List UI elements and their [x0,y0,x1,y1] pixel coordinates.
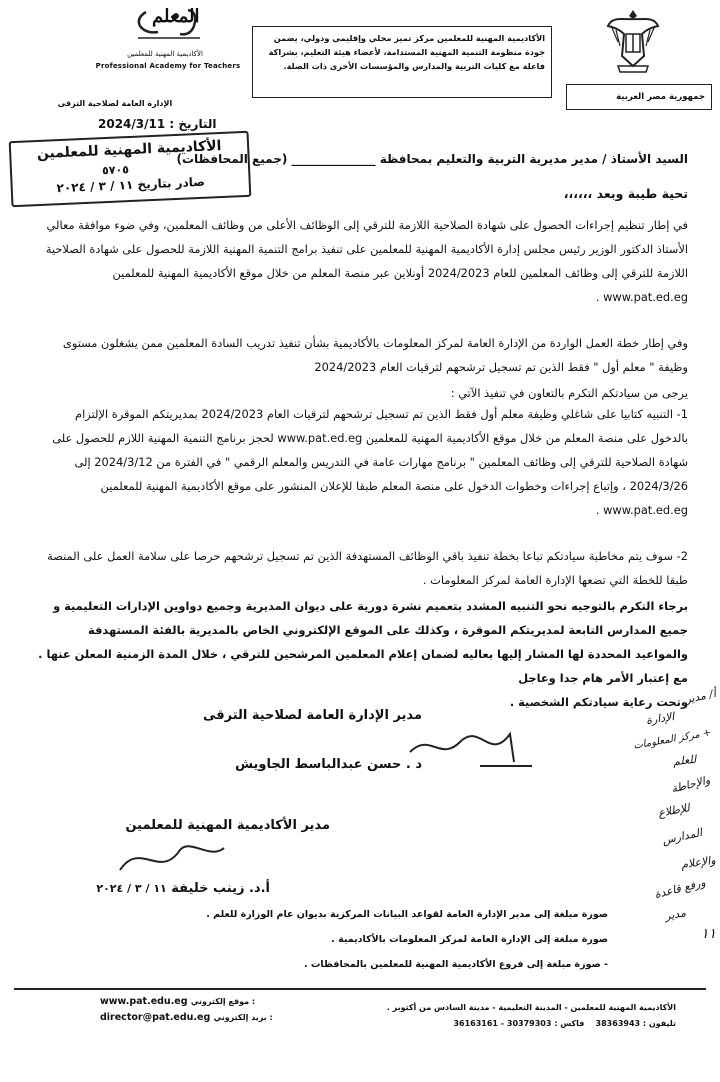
copy-item: صورة مبلغة إلى مدير الإدارة العامة لقواعد البيانات المركزية بديوان عام الوزارة للعلم . [206,909,608,920]
letter-date [98,117,216,131]
signer-name-text: أ.د. زينب خليفة [171,881,270,896]
paragraph-intro: في إطار تنظيم إجراءات الحصول على شهادة الصلاحية اللازمة للترقي إلى الوظائف الأعلى من وظائف المعلمين، وفي ضوء موافقة معالي الأستاذ الدكتور الوزير رئيس مجلس إدارة الأكاديمية المهنية للمعلمين على تنفيذ برامج التنمية المهنية اللازمة للحصول على شهادة الصلاحية اللازمة للترقي إلى وظائف المعلمين للعام 2024/2023 أونلاين عبر منصة المعلم من خلال موقع الأكاديمية المهنية للمعلمين www.pat.ed.eg . [45,218,688,304]
signer-name: د . حسن عبدالباسط الجاويش [235,757,422,772]
handwritten-signature [400,722,540,772]
signature-date: ١١ / ٣ / ٢٠٢٤ [96,882,167,895]
registration-stamp [9,131,252,207]
paragraph-instructions [36,594,688,714]
email-label: بريد إلكتروني : [213,1013,273,1022]
fax-value: 36163161 - 30379303 [453,1019,552,1028]
website-value[interactable]: www.pat.edu.eg [100,996,188,1007]
handwritten-signature [100,830,240,896]
paragraph-plan: وفي إطار خطة العمل الواردة من الإدارة العامة لمركز المعلومات بالأكاديمية بشأن تنفيذ تدريب السادة المعلمين ممن يشغلون مستوى وظيفة " معلم أول " فقط الذين تم تسجيل ترشحهم لترقيات العام 2024/2023 [62,336,688,374]
greeting: تحية طيبة وبعد ،،،،،، [563,186,688,201]
copies-list [168,902,608,977]
phone-label: تليفون : [642,1019,676,1028]
phone-value: 38363943 [595,1019,641,1028]
signature-block-director-promotion [162,708,422,772]
department-label: الإدارة العامة لصلاحية الترقى [57,99,173,108]
footer-divider [14,988,706,990]
mission-text: الأكاديمية المهنية للمعلمين مركز تميز محلي وإقليمي ودولي، يضمن جودة منظومة التنمية المهنية المستدامة، لأعضاء هيئة التعليم، بشراكة فاعلة مع كليات التربية والمدارس والمؤسسات الأخرى ذات الصلة. [268,33,545,71]
handwritten-margin-notes [592,686,720,960]
margin-note: مدير [664,906,687,923]
list-item: 1- التنبيه كتابيا على شاغلي وظيفة معلم أول فقط الذين تم تسجيل ترشحهم لترقيات العام 2024/2023 بمديريتكم الموقرة الإلتزام بالدخول على منصة المعلم من خلال موقع الأكاديمية المهنية للمعلمين www.pat.ed.eg لحجز برنامج التنمية المهنية اللازم للحصول على شهادة الصلاحية للترقي إلى وظائف المعلمين " برنامج مهارات عامة في التدريس والمعلم الرقمي " في الفترة من 2024/3/12 إلى 2024/3/26 ، وإتباع إجراءات وخطوات الدخول على منصة المعلم طبقا للإعلان المنشور على موقع الأكاديمية المهنية للمعلمين www.pat.ed.eg . [52,407,688,517]
margin-note: والإعلام [680,853,717,872]
margin-note: للإطلاع [657,801,691,820]
margin-note: للعلم [672,752,697,769]
closing-text: وتحت رعاية سيادتكم الشخصية . [509,695,688,709]
eagle-emblem [606,6,660,76]
margin-note: ١١ [700,926,716,942]
republic-box [566,84,712,110]
margin-note: المدارس [660,825,703,848]
website-label: موقع إلكتروني : [190,997,256,1006]
email-value[interactable]: director@pat.edu.eg [100,1012,211,1023]
logo-subtitle: الأكاديمية المهنية للمعلمين [127,50,203,58]
stamp-number: ٥٧٠٥ [101,163,130,178]
addressee: السيد الأستاذ / مدير مديرية التربية والتعليم بمحافظة ______________ (جميع المحافظات) [176,152,688,166]
date-value: 2024/3/11 [98,117,166,131]
logo-english: Professional Academy for Teachers [95,62,241,70]
margin-note: الإدارة [644,710,675,727]
copy-item: - صورة مبلغة إلى فروع الأكاديمية المهنية للمعلمين بالمحافظات . [303,959,608,970]
margin-note: والإحاطة [669,773,711,796]
signer-title: مدير الأكاديمية المهنية للمعلمين [125,818,330,833]
academy-logo [118,2,214,48]
mission-box [252,26,552,98]
date-label: التاريخ : [169,117,217,131]
republic-label: جمهورية مصر العربية [616,92,705,102]
margin-note: ورفع قاعدة [653,875,707,902]
margin-note: + مركز المعلومات [633,727,713,752]
footer-address [356,1000,676,1032]
paragraph-request: يرجى من سيادتكم التكرم بالتعاون في تنفيذ الآتي : [450,386,688,400]
footer-contact [100,994,310,1026]
copy-item: صورة مبلغة إلى الإدارة العامة لمركز المعلومات بالأكاديمية . [331,934,608,945]
stamp-title: الأكاديمية المهنية للمعلمين [36,137,222,163]
logo-title: المعلم [152,6,200,27]
list-item: 2- سوف يتم مخاطبة سيادتكم تباعا بخطة تنفيذ باقي الوظائف المستهدفة الذين تم تسجيل ترشحهم حرصا على سلامة العمل على المنصة طبقا للخطة التي تضعها الإدارة العامة لمركز المعلومات . [47,549,688,587]
signer-title: مدير الإدارة العامة لصلاحية الترقى [202,708,422,723]
address-text: الأكاديمية المهنية للمعلمين - المدينة التعليمية - مدينة السادس من أكتوبر . [386,1003,676,1012]
instructions-text: برجاء التكرم بالتوجيه نحو التنبيه المشدد بتعميم نشرة دورية على ديوان المديرية وجميع دواوين الإدارات التعليمية و جميع المدارس التابعة لمديريتكم الموقرة ، وكذلك على الموقع الإلكتروني الخاص بالمديرية بالفئة المستهدفة والمواعيد المحددة لها المشار إليها بعاليه لضمان إعلام المعلمين المرشحين للترقي ، خلال المدة الزمنية المعلن عنها . مع إعتبار الأمر هام جدا وعاجل [38,599,688,685]
margin-note: أ/ مدير [683,686,718,707]
stamp-date: صادر بتاريخ ١١ / ٣ / ٢٠٢٤ [56,174,206,196]
fax-label: فاكس : [554,1019,585,1028]
